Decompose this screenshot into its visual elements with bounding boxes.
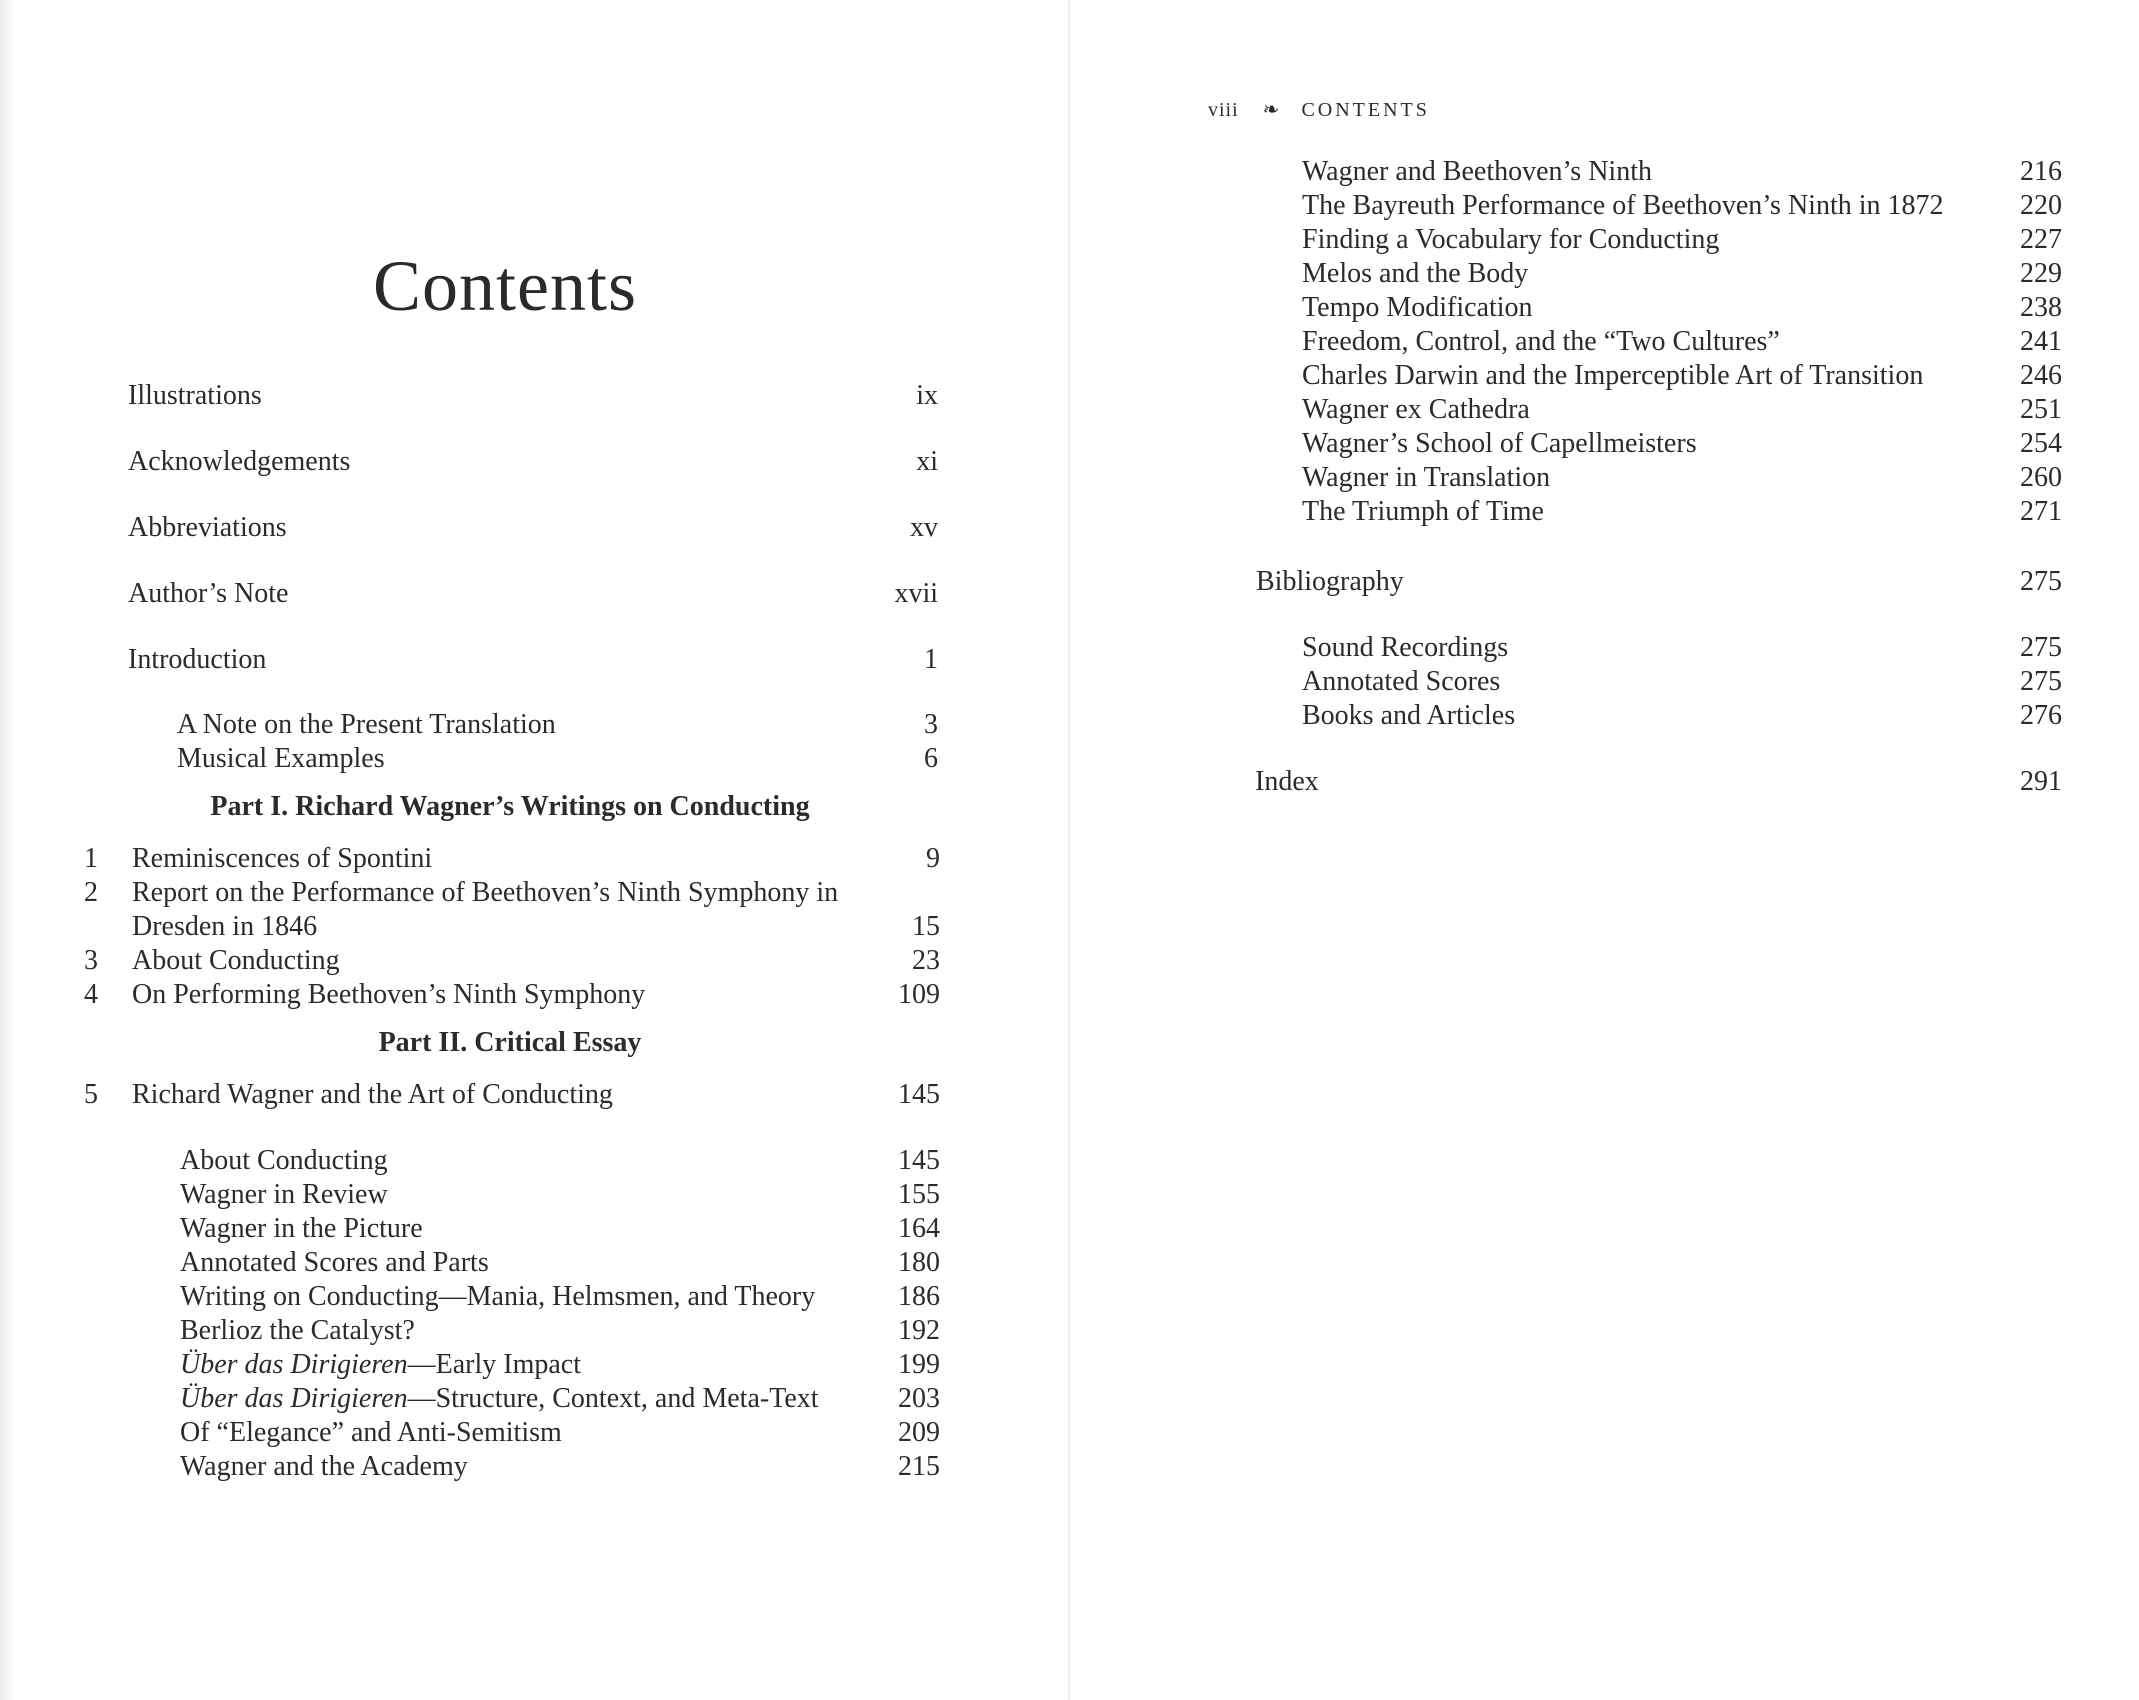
toc-entry-title: Dresden in 1846 — [132, 911, 318, 942]
toc-entry-title: Wagner in Translation — [1302, 462, 1551, 493]
toc-entry-title: Illustrations — [128, 380, 262, 411]
chapter-number: 3 — [84, 945, 98, 976]
toc-entry-page: 246 — [2020, 360, 2062, 391]
toc-entry-page: 3 — [924, 709, 938, 740]
toc-entry-page: 1 — [924, 644, 938, 675]
toc-entry-page: 271 — [2020, 496, 2062, 527]
toc-entry-title: Sound Recordings — [1302, 632, 1509, 663]
toc-entry-title: Berlioz the Catalyst? — [180, 1315, 415, 1346]
toc-entry-page: 215 — [898, 1451, 940, 1482]
toc-entry-title: Reminiscences of Spontini — [132, 843, 433, 874]
toc-entry-page: 276 — [2020, 700, 2062, 731]
toc-entry-title: Index — [1255, 766, 1319, 797]
toc-entry-title: About Conducting — [132, 945, 340, 976]
toc-entry-title: Writing on Conducting—Mania, Helmsmen, and Theory — [180, 1281, 816, 1312]
running-head-label: CONTENTS — [1301, 99, 1430, 121]
right-page — [1070, 0, 2139, 1700]
toc-entry-title: Tempo Modification — [1302, 292, 1533, 323]
toc-entry-page: ix — [916, 380, 938, 411]
toc-entry-title: A Note on the Present Translation — [177, 709, 556, 740]
toc-entry-title: Wagner ex Cathedra — [1302, 394, 1530, 425]
toc-entry-page: 227 — [2020, 224, 2062, 255]
page-title: Contents — [372, 246, 637, 326]
toc-entry-page: 275 — [2020, 566, 2062, 597]
toc-entry-title — [180, 1348, 581, 1382]
toc-entry-page: 199 — [898, 1349, 940, 1380]
toc-entry-title: About Conducting — [180, 1145, 388, 1176]
toc-entry-page: 192 — [898, 1315, 940, 1346]
toc-entry-title: Freedom, Control, and the “Two Cultures” — [1302, 326, 1780, 357]
toc-entry-title: Annotated Scores and Parts — [180, 1247, 489, 1278]
title-rest: —Early Impact — [407, 1349, 581, 1380]
chapter-number: 5 — [84, 1079, 98, 1110]
toc-entry-page: 238 — [2020, 292, 2062, 323]
toc-entry-page: 254 — [2020, 428, 2062, 459]
toc-entry-page: 6 — [924, 743, 938, 774]
left-page — [0, 0, 1068, 1700]
toc-entry-page: 291 — [2020, 766, 2062, 797]
toc-entry-title: Report on the Performance of Beethoven’s Ninth Symphony in — [132, 877, 839, 908]
toc-entry-title: Annotated Scores — [1302, 666, 1501, 697]
toc-entry-page: 15 — [912, 911, 940, 942]
toc-entry-page: xi — [916, 446, 938, 477]
toc-entry-title: The Triumph of Time — [1302, 496, 1544, 527]
toc-entry-title: Of “Elegance” and Anti-Semitism — [180, 1417, 562, 1448]
toc-entry-title: Wagner and Beethoven’s Ninth — [1302, 156, 1652, 187]
chapter-number: 1 — [84, 843, 98, 874]
toc-entry-title: Wagner in the Picture — [180, 1213, 423, 1244]
toc-entry-page: 203 — [898, 1383, 940, 1414]
running-head — [1208, 97, 1430, 123]
toc-entry-page: 145 — [898, 1079, 940, 1110]
toc-entry-page: 229 — [2020, 258, 2062, 289]
toc-entry-title: Introduction — [128, 644, 267, 675]
ornament-icon: ❧ — [1262, 99, 1280, 121]
toc-entry-title: Musical Examples — [177, 743, 385, 774]
chapter-number: 2 — [84, 877, 98, 908]
toc-entry-title — [180, 1382, 819, 1416]
toc-entry-page: 164 — [898, 1213, 940, 1244]
toc-entry-title: Charles Darwin and the Imperceptible Art of Transition — [1302, 360, 1924, 391]
toc-entry-page: 155 — [898, 1179, 940, 1210]
toc-entry-page: 220 — [2020, 190, 2062, 221]
toc-entry-title: Richard Wagner and the Art of Conducting — [132, 1079, 613, 1110]
toc-entry-title: Wagner and the Academy — [180, 1451, 468, 1482]
title-rest: —Structure, Context, and Meta-Text — [407, 1383, 819, 1414]
toc-entry-page: 145 — [898, 1145, 940, 1176]
toc-entry-title: Wagner’s School of Capellmeisters — [1302, 428, 1697, 459]
italic-title-part: Über das Dirigieren — [180, 1349, 408, 1380]
page-number: viii — [1208, 99, 1239, 121]
chapter-number: 4 — [84, 979, 98, 1010]
toc-entry-page: xv — [910, 512, 938, 543]
toc-entry-title: Acknowledgements — [128, 446, 351, 477]
italic-title-part: Über das Dirigieren — [180, 1383, 408, 1414]
toc-entry-page: 23 — [912, 945, 940, 976]
toc-entry-title: Author’s Note — [128, 578, 289, 609]
toc-entry-page: 241 — [2020, 326, 2062, 357]
toc-entry-page: 9 — [926, 843, 940, 874]
toc-entry-page: 216 — [2020, 156, 2062, 187]
toc-entry-page: 109 — [898, 979, 940, 1010]
toc-entry-page: 209 — [898, 1417, 940, 1448]
toc-entry-title: Wagner in Review — [180, 1179, 388, 1210]
toc-entry-page: 260 — [2020, 462, 2062, 493]
toc-entry-title: Abbreviations — [128, 512, 287, 543]
toc-entry-page: 275 — [2020, 632, 2062, 663]
toc-entry-title: Bibliography — [1256, 566, 1404, 597]
toc-entry-page: 180 — [898, 1247, 940, 1278]
toc-entry-title: The Bayreuth Performance of Beethoven’s Ninth in 1872 — [1302, 190, 1944, 221]
toc-entry-title: Books and Articles — [1302, 700, 1516, 731]
toc-entry-title: On Performing Beethoven’s Ninth Symphony — [132, 979, 646, 1010]
part-heading-2: Part II. Critical Essay — [378, 1027, 642, 1058]
toc-entry-page: 251 — [2020, 394, 2062, 425]
part-heading-1: Part I. Richard Wagner’s Writings on Conducting — [210, 791, 810, 822]
toc-entry-page: 186 — [898, 1281, 940, 1312]
toc-entry-page: 275 — [2020, 666, 2062, 697]
toc-entry-page: xvii — [894, 578, 938, 609]
toc-entry-title: Finding a Vocabulary for Conducting — [1302, 224, 1720, 255]
toc-entry-title: Melos and the Body — [1302, 258, 1529, 289]
